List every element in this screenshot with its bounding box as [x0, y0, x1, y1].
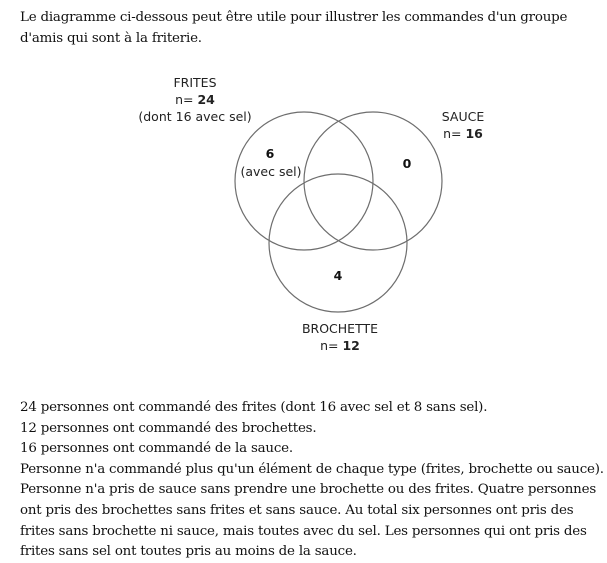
paragraph: 16 personnes ont commandé de la sauce.	[20, 441, 293, 457]
brochette-label	[290, 320, 390, 354]
description	[20, 398, 605, 563]
frites-only-value: 6	[265, 146, 275, 161]
paragraph: 12 personnes ont commandé des brochettes.	[20, 420, 317, 436]
brochette-circle	[269, 174, 407, 312]
intro-text: Le diagramme ci-dessous peut être utile pour illustrer les commandes d'un groupe d'amis qui sont à la friterie.	[20, 10, 568, 46]
sauce-name: SAUCE	[441, 109, 485, 124]
sauce-count: n= 16	[443, 126, 483, 141]
brochette-name: BROCHETTE	[301, 321, 379, 336]
sauce-only-value: 0	[402, 156, 412, 171]
frites-name: FRITES	[173, 75, 217, 90]
brochette-count: n= 12	[320, 338, 360, 353]
frites-note: (dont 16 avec sel)	[138, 109, 252, 124]
frites-only-note: (avec sel)	[240, 164, 302, 179]
frites-label	[130, 74, 260, 125]
frites-count: n= 24	[175, 92, 215, 107]
paragraph: Personne n'a pris de sauce sans prendre une brochette ou des frites. Quatre personnes ont pris des brochettes sans frites et sans sauce. Au total six personnes ont pris des frites sans brochette ni sauce, mais toutes avec du sel. Les personnes qui ont pris des frites sans sel ont toutes pris au moins de la sauce.	[20, 482, 596, 560]
paragraph: Personne n'a commandé plus qu'un élément de chaque type (frites, brochette ou sauce).	[20, 461, 604, 477]
sauce-label	[428, 108, 498, 142]
paragraph: 24 personnes ont commandé des frites (dont 16 avec sel et 8 sans sel).	[20, 400, 488, 415]
brochette-only-value: 4	[333, 268, 343, 283]
